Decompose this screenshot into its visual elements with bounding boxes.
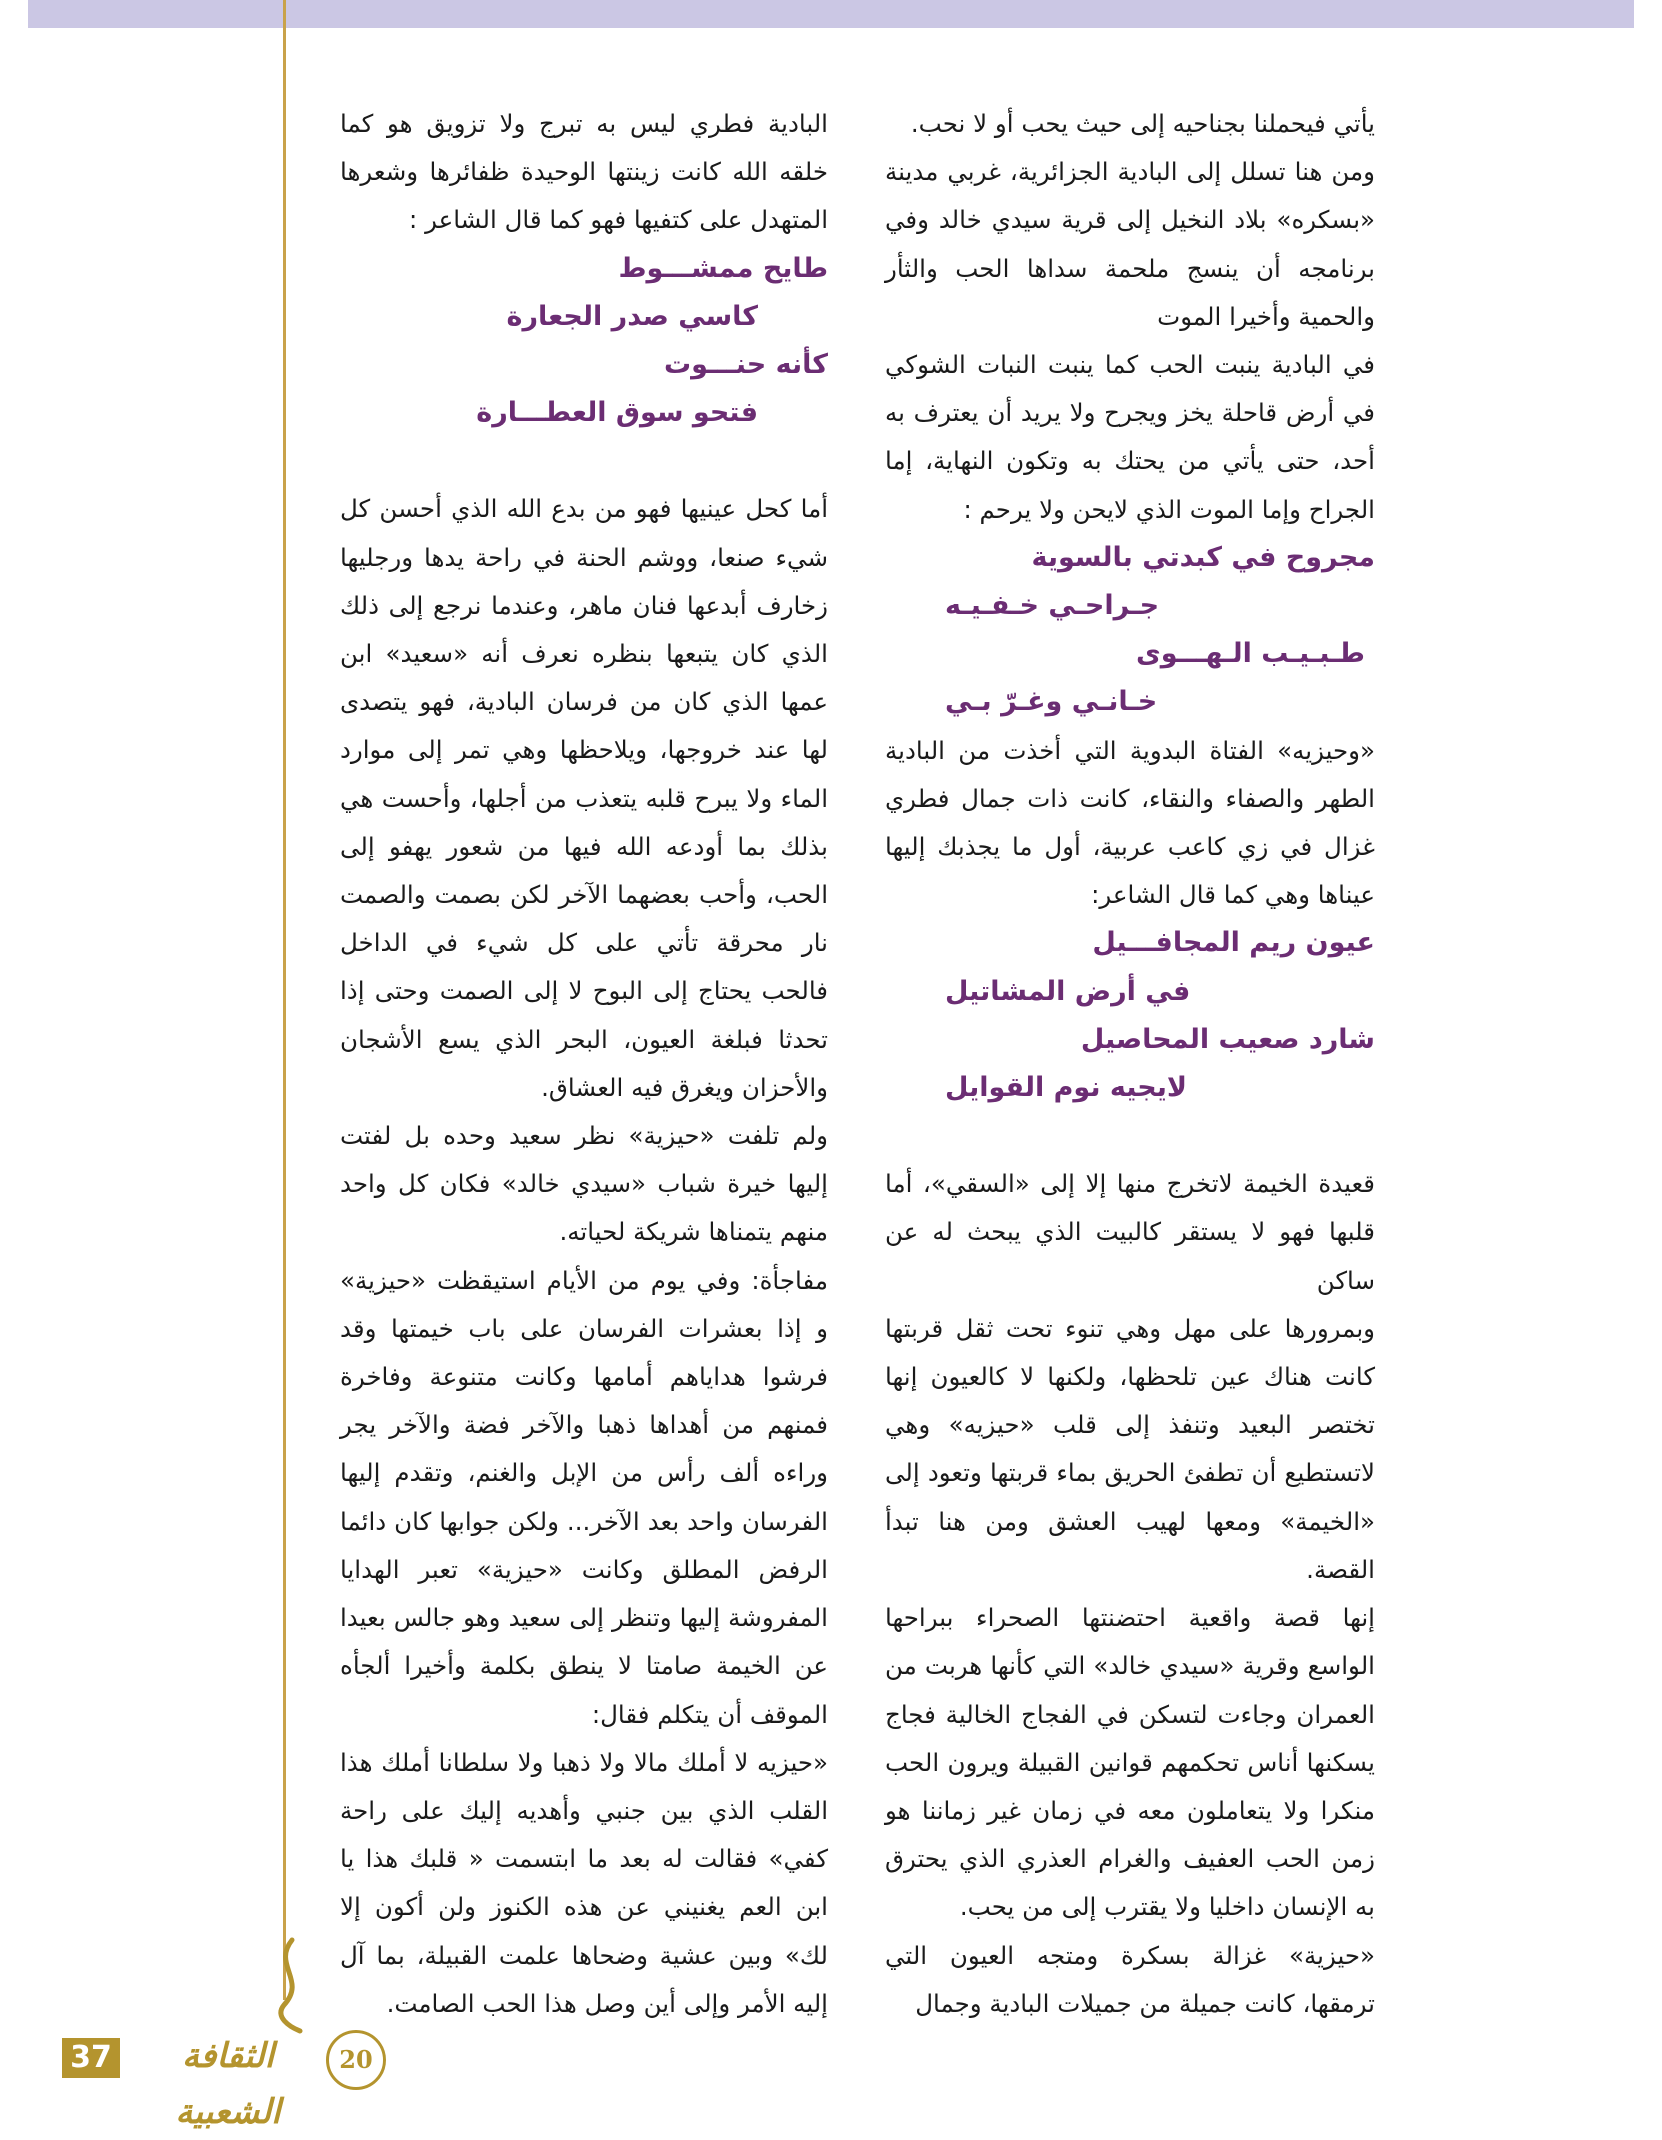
poem-line: طايح ممشـــوط	[618, 252, 828, 284]
poem-line: جـراحـي خـفـيـه	[945, 590, 1160, 622]
poem-stanza	[885, 534, 1375, 727]
paragraph: يأتي فيحملنا بجناحيه إلى حيث يحب أو لا نحب.	[910, 109, 1375, 138]
left-text-column	[340, 100, 828, 2028]
spacer	[885, 1112, 1375, 1160]
poem-line: شارد صعيب المحاصيل	[1080, 1023, 1375, 1055]
top-color-band	[28, 0, 1634, 28]
paragraph: «حيزيه لا أملك مالا ولا ذهبا ولا سلطانا أملك هذا القلب الذي بين جنبي وأهديه إليك على راحة كفي» فقالت له بعد ما ابتسمت « قلبك هذا يا ابن العم يغنيني عن هذه الكنوز ولن أكون إلا لك» وبين عشية وضحاها علمت القبيلة، بما آل إليه الأمر وإلى أين وصل هذا الحب الصامت.	[340, 1747, 828, 2018]
spacer	[340, 437, 828, 485]
paragraph: قعيدة الخيمة لاتخرج منها إلا إلى «السقي»، أما قلبها فهو لا يستقر كالبيت الذي يبحث له عن ساكن	[885, 1169, 1375, 1295]
poem-stanza	[885, 919, 1375, 1112]
poem-line: لايجيه نوم القوايل	[945, 1072, 1187, 1104]
paragraph: إنها قصة واقعية احتضنتها الصحراء ببراحها الواسع وقرية «سيدي خالد» التي كأنها هربت من العمران وجاءت لتسكن في الفجاج الخالية فجاج يسكنها أناس تحكمهم قوانين القبيلة ويرون الحب منكرا ولا يتعاملون معه في زمان غير زماننا هو زمن الحب العفيف والغرام العذري الذي يحترق به الإنسان داخليا ولا يقترب إلى من يحب.	[885, 1603, 1375, 1922]
calligraphy-flourish-icon	[262, 1935, 312, 2035]
paragraph: «حيزية» غزالة بسكرة ومتجه العيون التي ترمقها، كانت جميلة من جميلات البادية وجمال	[885, 1940, 1375, 2018]
page-number: 37	[62, 2038, 120, 2078]
poem-line: كأنه حنـــوت	[664, 349, 828, 381]
poem-line: طـبـيـب الـهـــوى	[1136, 638, 1365, 670]
right-text-column	[885, 100, 1375, 2028]
paragraph: البادية فطري ليس به تبرج ولا تزويق هو كما خلقه الله كانت زينتها الوحيدة ظفائرها وشعرها المتهدل على كتفيها فهو كما قال الشاعر :	[340, 109, 828, 235]
paragraph: ومن هنا تسلل إلى البادية الجزائرية، غربي مدينة «بسكره» بلاد النخيل إلى قرية سيدي خالد وفي برنامجه أن ينسج ملحمة سداها الحب والثأر والحمية وأخيرا الموت	[885, 157, 1375, 331]
paragraph: في البادية ينبت الحب كما ينبت النبات الشوكي في أرض قاحلة يخز ويجرح ولا يريد أن يعترف به أحد، حتى يأتي من يحتك به وتكون النهاية، إما الجراح وإما الموت الذي لايحن ولا يرحم :	[885, 350, 1375, 524]
gold-margin-rule	[283, 0, 286, 2000]
poem-line: فتحو سوق العطـــارة	[476, 397, 758, 429]
poem-stanza	[340, 245, 828, 438]
paragraph: ولم تلفت «حيزية» نظر سعيد وحده بل لفتت إليها خيرة شباب «سيدي خالد» فكان كل واحد منهم يتمناها شريكة لحياته.	[340, 1121, 828, 1247]
poem-line: في أرض المشاتيل	[945, 975, 1191, 1007]
poem-line: خـانـي وغـرّ بـي	[945, 686, 1158, 718]
paragraph: وبمرورها على مهل وهي تنوء تحت ثقل قربتها كانت هناك عين تلحظها، ولكنها لا كالعيون إنها تختصر البعيد وتنفذ إلى قلب «حيزيه» وهي لاتستطيع أن تطفئ الحريق بماء قربتها وتعود إلى «الخيمة» ومعها لهيب العشق ومن هنا تبدأ القصة.	[885, 1313, 1375, 1584]
poem-line: عيون ريم المجافـــيل	[1092, 927, 1375, 959]
issue-number-badge: 20	[326, 2030, 386, 2090]
poem-line: كاسي صدر الجعارة	[506, 300, 758, 332]
magazine-logo-text: الثقافة الشعبية	[175, 2036, 281, 2132]
paragraph: «وحيزيه» الفتاة البدوية التي أخذت من البادية الطهر والصفاء والنقاء، كانت ذات جمال فطري غزال في زي كاعب عربية، أول ما يجذبك إليها عيناها وهي كما قال الشاعر:	[885, 735, 1375, 910]
paragraph: مفاجأة: وفي يوم من الأيام استيقظت «حيزية» و إذا بعشرات الفرسان على باب خيمتها وقد فرشوا هداياهم أمامها وكانت متنوعة وفاخرة فمنهم من أهداها ذهبا والآخر فضة والآخر يجر وراءه ألف رأس من الإبل والغنم، وتقدم إليها الفرسان واحد بعد الآخر... ولكن جوابها كان دائما الرفض المطلق وكانت «حيزية» تعبر الهدايا المفروشة إليها وتنظر إلى سعيد وهو جالس بعيدا عن الخيمة صامتا لا ينطق بكلمة وأخيرا ألجأه الموقف أن يتكلم فقال:	[340, 1265, 828, 1729]
paragraph: أما كحل عينيها فهو من بدع الله الذي أحسن كل شيء صنعا، ووشم الحنة في راحة يدها ورجليها زخارف أبدعها فنان ماهر، وعندما نرجع إلى ذلك الذي كان يتبعها بنظره نعرف أنه «سعيد» ابن عمها الذي كان من فرسان البادية، فهو يتصدى لها عند خروجها، ويلاحظها وهي تمر إلى موارد الماء ولا يبرح قلبه يتعذب من أجلها، وأحست هي بذلك بما أودعه الله فيها من شعور يهفو إلى الحب، وأحب بعضهما الآخر لكن بصمت والصمت نار محرقة تأتي على كل شيء في الداخل فالحب يحتاج إلى البوح لا إلى الصمت وحتى إذا تحدثا فبلغة العيون، البحر الذي يسع الأشجان والأحزان ويغرق فيه العشاق.	[340, 494, 828, 1102]
poem-line: مجروح في كبدتي بالسوية	[1031, 541, 1375, 573]
